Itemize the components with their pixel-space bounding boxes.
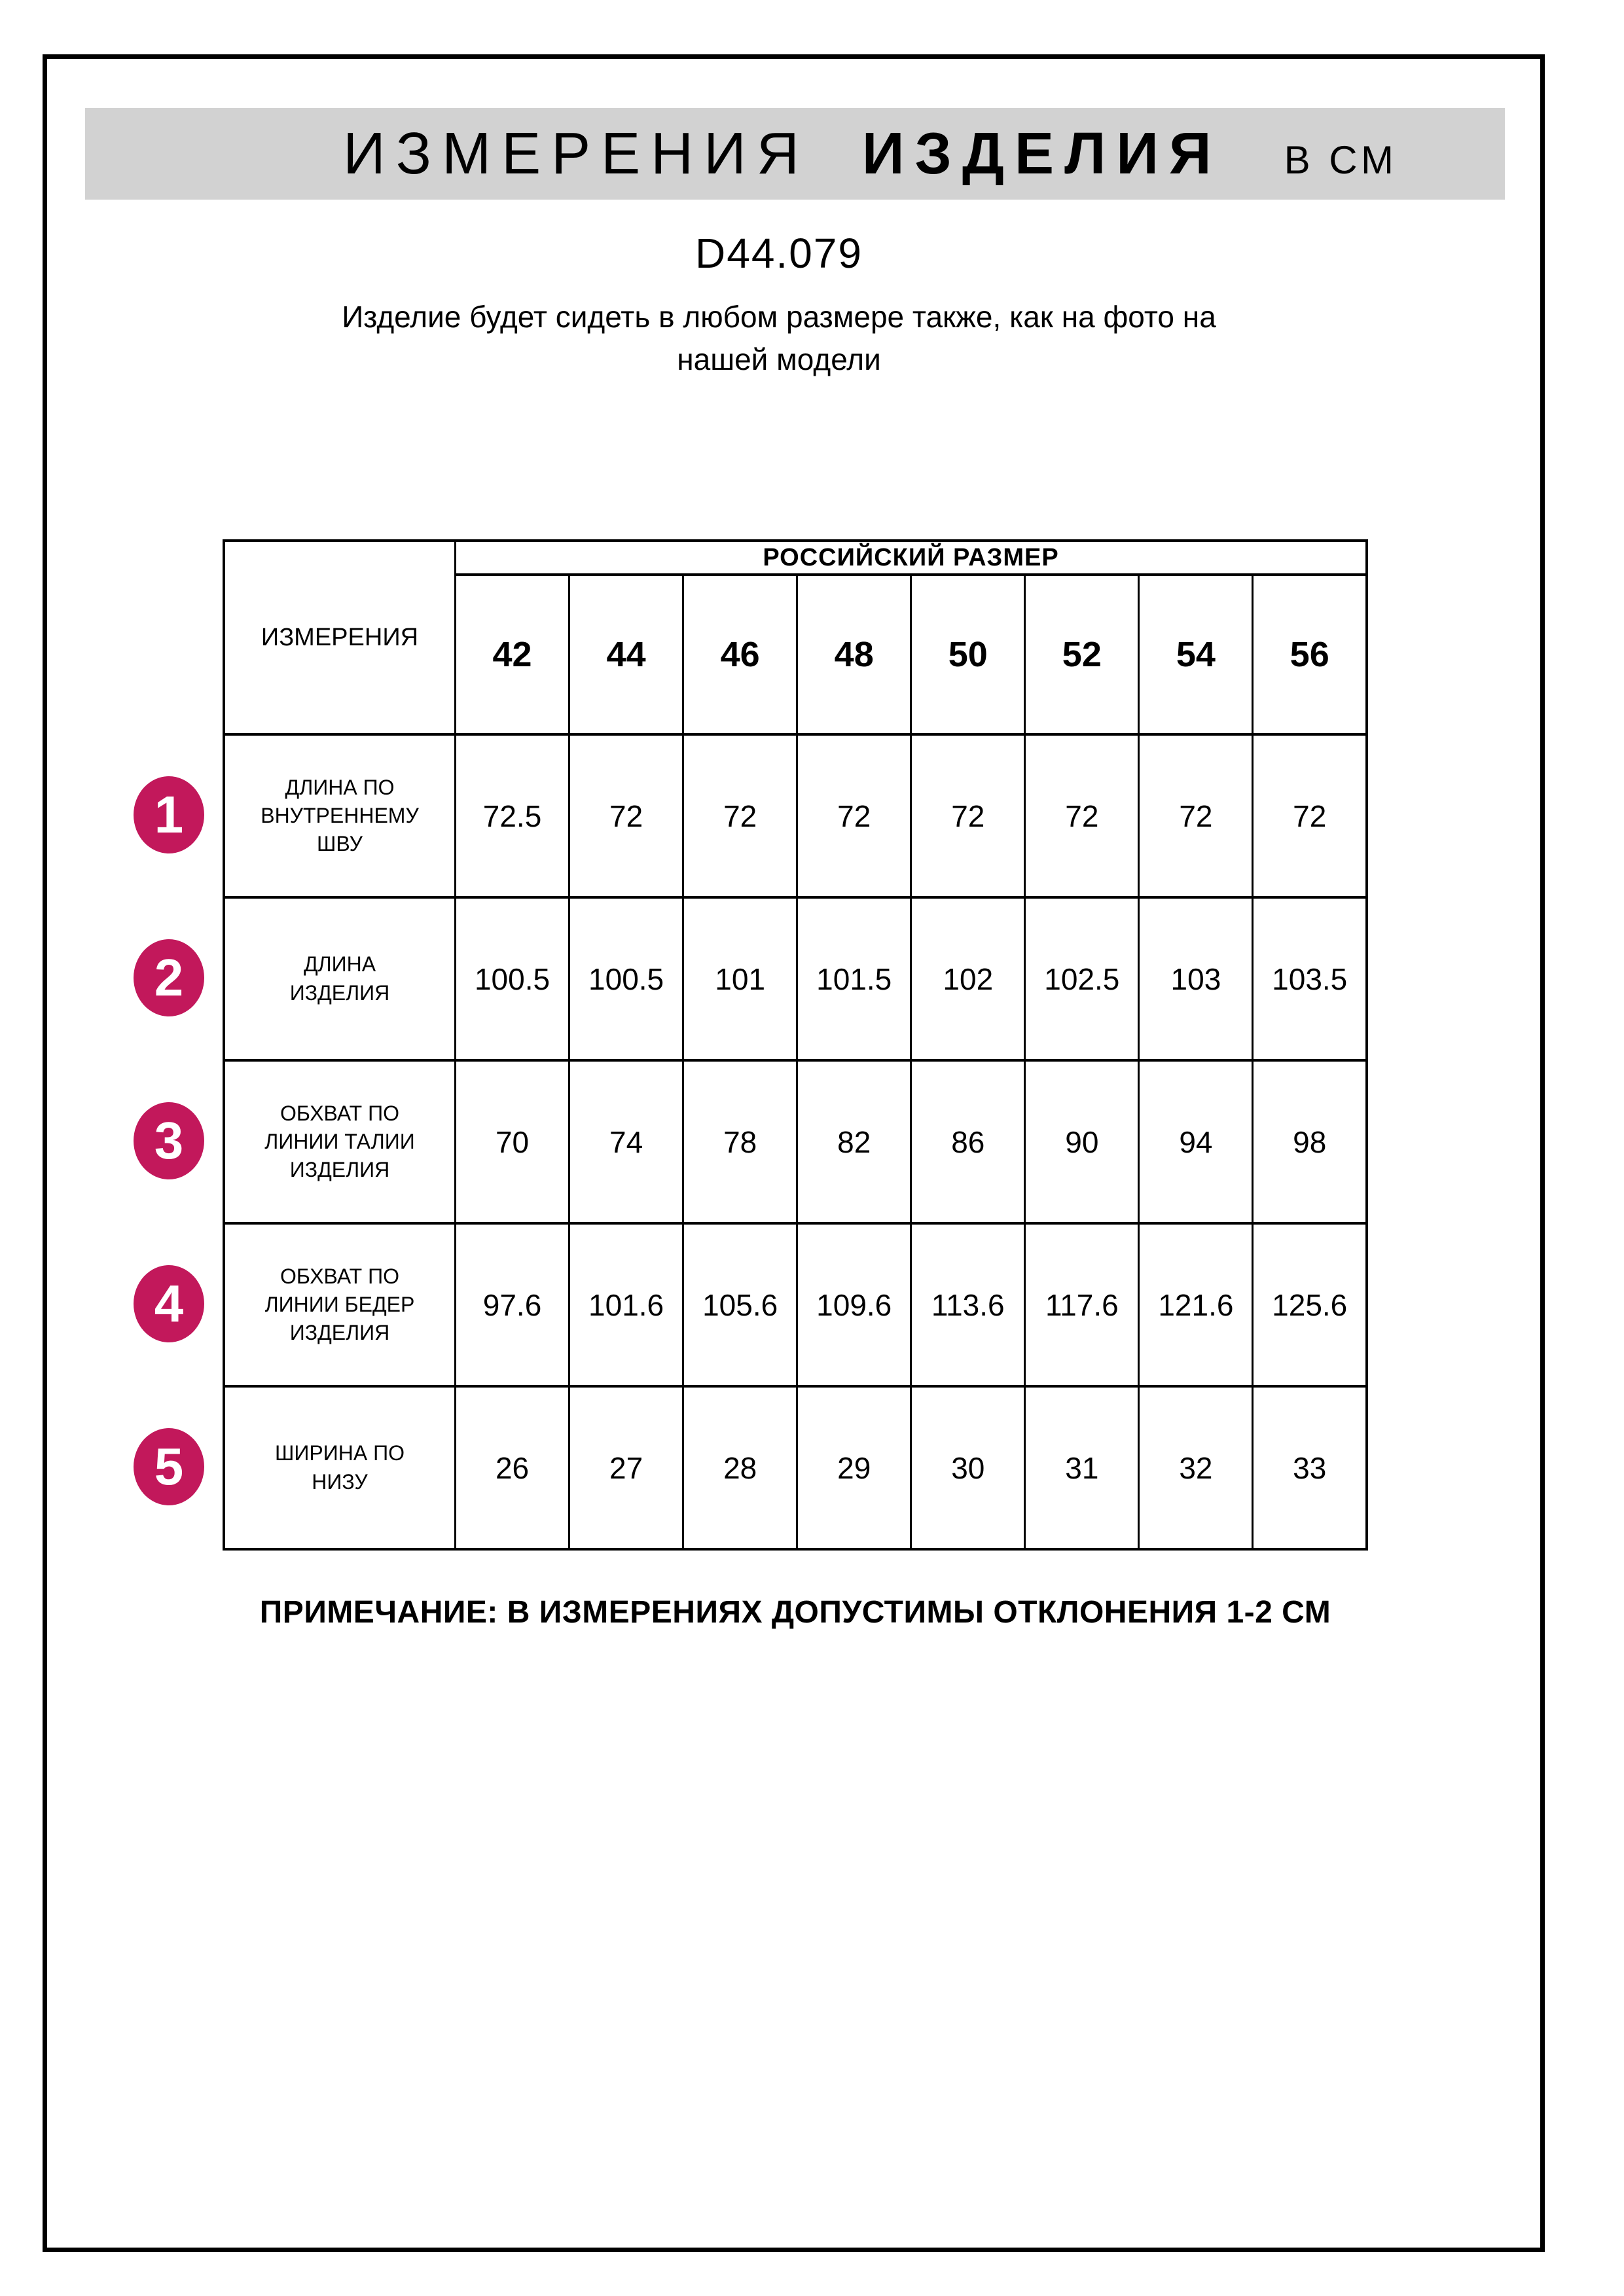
table-row bbox=[224, 1223, 1367, 1386]
size-cell: 30 bbox=[911, 1386, 1025, 1549]
size-cell: 100.5 bbox=[569, 897, 683, 1060]
size-table-head bbox=[224, 541, 1367, 734]
group-header: РОССИЙСКИЙ РАЗМЕР bbox=[456, 541, 1367, 575]
row-number-badge bbox=[134, 1265, 204, 1342]
size-cell: 72 bbox=[1253, 734, 1367, 897]
size-cell: 101.6 bbox=[569, 1223, 683, 1386]
size-cell: 101.5 bbox=[797, 897, 911, 1060]
size-column-header: 42 bbox=[456, 575, 569, 734]
row-number: 4 bbox=[154, 1274, 184, 1333]
size-cell: 33 bbox=[1253, 1386, 1367, 1549]
row-number: 5 bbox=[154, 1437, 184, 1496]
group-header-row bbox=[224, 541, 1367, 575]
title-bar bbox=[85, 108, 1505, 200]
table-row bbox=[224, 897, 1367, 1060]
row-label: ДЛИНА ИЗДЕЛИЯ bbox=[224, 897, 456, 1060]
corner-label: ИЗМЕРЕНИЯ bbox=[224, 541, 456, 734]
title-measurements: ИЗМЕРЕНИЯ bbox=[343, 121, 810, 187]
size-cell: 100.5 bbox=[456, 897, 569, 1060]
row-number: 1 bbox=[154, 785, 184, 844]
size-cell: 31 bbox=[1025, 1386, 1139, 1549]
row-number: 2 bbox=[154, 948, 184, 1007]
subtitle-text: Изделие будет сидеть в любом размере также, как на фото на нашей модели bbox=[342, 300, 1216, 377]
size-cell: 103.5 bbox=[1253, 897, 1367, 1060]
row-number-badge bbox=[134, 776, 204, 853]
row-number-badge bbox=[134, 1102, 204, 1179]
size-cell: 90 bbox=[1025, 1060, 1139, 1223]
size-cell: 103 bbox=[1139, 897, 1253, 1060]
size-cell: 74 bbox=[569, 1060, 683, 1223]
size-cell: 102.5 bbox=[1025, 897, 1139, 1060]
size-cell: 94 bbox=[1139, 1060, 1253, 1223]
size-column-header: 50 bbox=[911, 575, 1025, 734]
row-number-badge bbox=[134, 1428, 204, 1505]
size-cell: 113.6 bbox=[911, 1223, 1025, 1386]
size-column-header: 56 bbox=[1253, 575, 1367, 734]
size-cell: 26 bbox=[456, 1386, 569, 1549]
size-cell: 32 bbox=[1139, 1386, 1253, 1549]
title-product: ИЗДЕЛИЯ bbox=[861, 121, 1222, 187]
size-cell: 72 bbox=[911, 734, 1025, 897]
size-cell: 117.6 bbox=[1025, 1223, 1139, 1386]
size-cell: 109.6 bbox=[797, 1223, 911, 1386]
size-cell: 72 bbox=[683, 734, 797, 897]
size-cell: 102 bbox=[911, 897, 1025, 1060]
size-cell: 125.6 bbox=[1253, 1223, 1367, 1386]
row-number-badge bbox=[134, 939, 204, 1016]
size-cell: 70 bbox=[456, 1060, 569, 1223]
title-units: В СМ bbox=[1284, 138, 1398, 182]
size-column-header: 44 bbox=[569, 575, 683, 734]
row-label: ОБХВАТ ПО ЛИНИИ ТАЛИИ ИЗДЕЛИЯ bbox=[224, 1060, 456, 1223]
size-cell: 28 bbox=[683, 1386, 797, 1549]
size-cell: 121.6 bbox=[1139, 1223, 1253, 1386]
size-cell: 82 bbox=[797, 1060, 911, 1223]
row-number: 3 bbox=[154, 1111, 184, 1170]
size-column-header: 48 bbox=[797, 575, 911, 734]
size-cell: 27 bbox=[569, 1386, 683, 1549]
size-table bbox=[223, 539, 1368, 1551]
size-column-header: 46 bbox=[683, 575, 797, 734]
size-cell: 101 bbox=[683, 897, 797, 1060]
size-cell: 105.6 bbox=[683, 1223, 797, 1386]
size-cell: 72 bbox=[1025, 734, 1139, 897]
size-column-header: 52 bbox=[1025, 575, 1139, 734]
table-row bbox=[224, 1060, 1367, 1223]
row-label: ОБХВАТ ПО ЛИНИИ БЕДЕР ИЗДЕЛИЯ bbox=[224, 1223, 456, 1386]
size-cell: 72 bbox=[797, 734, 911, 897]
size-cell: 29 bbox=[797, 1386, 911, 1549]
row-label: ДЛИНА ПО ВНУТРЕННЕМУ ШВУ bbox=[224, 734, 456, 897]
size-cell: 72.5 bbox=[456, 734, 569, 897]
size-cell: 97.6 bbox=[456, 1223, 569, 1386]
row-label: ШИРИНА ПО НИЗУ bbox=[224, 1386, 456, 1549]
size-table-body bbox=[224, 734, 1367, 1549]
size-column-header: 54 bbox=[1139, 575, 1253, 734]
note-text: ПРИМЕЧАНИЕ: В ИЗМЕРЕНИЯХ ДОПУСТИМЫ ОТКЛОНЕНИЯ 1-2 СМ bbox=[259, 1595, 1331, 1630]
size-cell: 72 bbox=[569, 734, 683, 897]
model-code: D44.079 bbox=[695, 230, 863, 277]
size-cell: 98 bbox=[1253, 1060, 1367, 1223]
size-cell: 78 bbox=[683, 1060, 797, 1223]
size-cell: 72 bbox=[1139, 734, 1253, 897]
table-row bbox=[224, 1386, 1367, 1549]
size-cell: 86 bbox=[911, 1060, 1025, 1223]
table-row bbox=[224, 734, 1367, 897]
